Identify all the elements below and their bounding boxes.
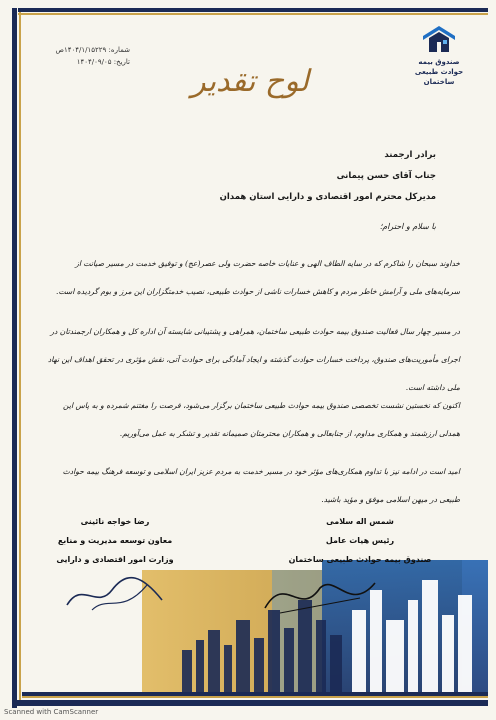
certificate-title: لوح تقدیر [191, 64, 309, 99]
recipient-salutation: برادر ارجمند [384, 150, 436, 160]
logo-line-3: ساختمان [423, 78, 455, 86]
signature-right [285, 512, 435, 569]
signer-left-org: وزارت امور اقتصادی و دارایی [56, 555, 174, 564]
signer-left-name: رضا خواجه نائینی [80, 517, 150, 526]
frame-top-gold-line [18, 13, 488, 15]
signer-right-name: شمس اله سلامی [326, 517, 394, 526]
signer-right-title: رئیس هیات عامل [325, 536, 395, 545]
recipient-block [56, 145, 436, 208]
logo-line-2: حوادث طبیعی [414, 68, 464, 76]
handwritten-signature-right [260, 568, 380, 623]
paragraph-4: امید است در ادامه نیز با تداوم همکاری‌های مؤثر خود در مسیر خدمت به مردم عزیز ایران اسلامی و توسعه فرهنگ بیمه حوادث طبیعی در میهن اسلامی موفق و مؤید باشید. [62, 467, 460, 504]
frame-bottom-border [12, 700, 488, 706]
letter-meta [40, 44, 130, 68]
paragraph-1: خداوند سبحان را شاکرم که در سایه الطاف الهی و عنایات خاصه حضرت ولی عصر(عج) و توفیق خدمت در مسیر صیانت از سرمایه‌های ملی و آرامش خاطر مردم و کاهش خسارات ناشی از حوادث طبیعی، نصیب خدمتگزاران این مرز و بوم گردیده است. [56, 259, 460, 296]
greeting: با سلام و احترام؛ [379, 222, 436, 231]
signer-right-org: صندوق بیمه حوادث طبیعی ساختمان [288, 555, 432, 564]
paragraph-3: اکنون که نخستین نشست تخصصی صندوق بیمه حوادث طبیعی ساختمان برگزار می‌شود، فرصت را مغتنم شمرده و به پاس این همدلی ارزشمند و همکاری مداوم، از جنابعالی و همکاران محترمتان صمیمانه تقدیر و تشکر به عمل می‌آوریم. [63, 401, 460, 438]
scanner-watermark: Scanned with CamScanner [4, 708, 99, 716]
recipient-name: جناب آقای حسن پیمانی [336, 171, 436, 181]
handwritten-signature-left [62, 570, 172, 620]
paragraph-2: در مسیر چهار سال فعالیت صندوق بیمه حوادث طبیعی ساختمان، همراهی و پشتیبانی شایسته آن اداره کل و همکاران ارجمندتان در اجرای مأموریت‌های صندوق، پرداخت خسارات حوادث گذشته و ایجاد آمادگی برای حوادث آتی، نقش مؤثری در تحقق اهداف این نهاد ملی داشته است. [47, 327, 460, 392]
recipient-position: مدیرکل محترم امور اقتصادی و دارایی استان همدان [219, 192, 436, 202]
fund-logo [410, 24, 468, 87]
logo-line-1: صندوق بیمه [418, 58, 460, 66]
house-logo-icon [421, 24, 457, 54]
signature-left [40, 512, 190, 569]
frame-left-gold-line [19, 12, 21, 702]
frame-bottom-gold-line [22, 696, 488, 698]
frame-left-border [12, 8, 17, 708]
frame-top-border [18, 8, 488, 12]
letter-number: شماره: ۱۴۰۴/۱/۱۵۲۲۹ص [55, 46, 130, 54]
signer-left-title: معاون توسعه مدیریت و منابع [57, 536, 173, 545]
letter-date: تاریخ: ۱۴۰۴/۰۹/۰۵ [76, 58, 130, 66]
